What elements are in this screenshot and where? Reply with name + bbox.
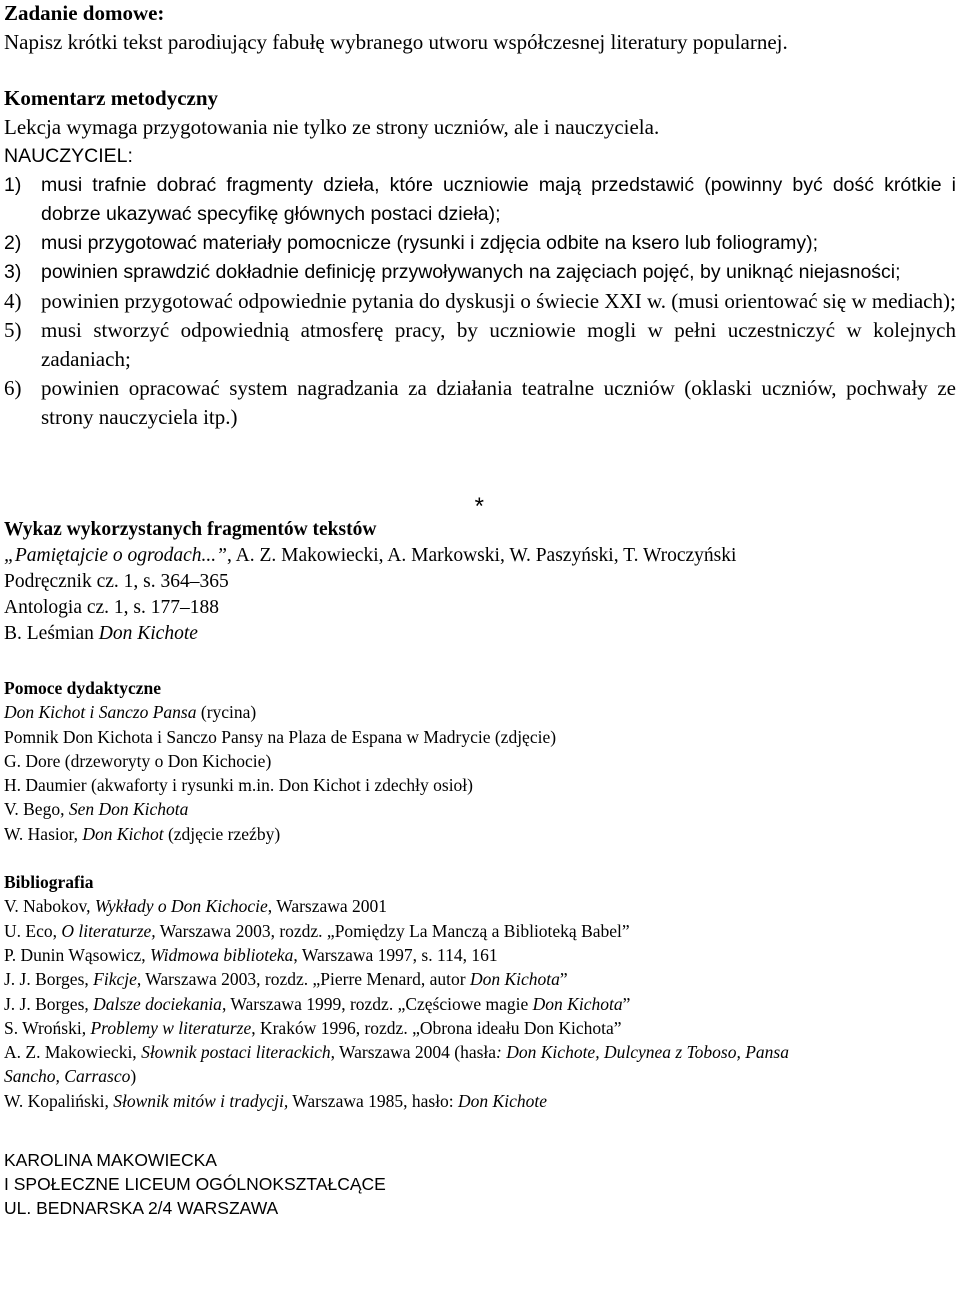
list-item-number: 2) xyxy=(4,232,22,254)
bibliography-entry-continued: Sancho, Carrasco) xyxy=(4,1066,137,1087)
list-item xyxy=(4,287,956,316)
list-item xyxy=(4,229,956,258)
footer-address: UL. BEDNARSKA 2/4 WARSZAWA xyxy=(4,1198,279,1219)
list-item xyxy=(4,374,956,432)
aids-line: G. Dore (drzeworyty o Don Kichocie) xyxy=(4,750,272,771)
bibliography-entry: J. J. Borges, Fikcje, Warszawa 2003, rozdz. „Pierre Menard, autor Don Kichota” xyxy=(4,969,568,990)
list-item-number: 3) xyxy=(4,261,22,283)
fragments-line: Podręcznik cz. 1, s. 364–365 xyxy=(4,571,229,592)
bibliography-heading: Bibliografia xyxy=(4,872,94,893)
aids-line: W. Hasior, Don Kichot (zdjęcie rzeźby) xyxy=(4,823,281,844)
list-item-text: musi stworzyć odpowiednią atmosferę pracy, by uczniowie mogli w pełni uczestniczyć w kolejnych zadaniach; xyxy=(41,318,956,371)
bibliography-entry: P. Dunin Wąsowicz, Widmowa biblioteka, Warszawa 1997, s. 114, 161 xyxy=(4,944,498,965)
list-item-text: musi przygotować materiały pomocnicze (rysunki i zdjęcia odbite na ksero lub foliogramy); xyxy=(41,232,819,254)
list-item-number: 4) xyxy=(4,289,22,313)
fragments-line: „Pamiętajcie o ogrodach...”, A. Z. Makowiecki, A. Markowski, W. Paszyński, T. Wroczyński xyxy=(4,545,737,566)
list-item-number: 1) xyxy=(4,174,22,196)
list-item xyxy=(4,258,956,287)
aids-line: H. Daumier (akwaforty i rysunki m.in. Don Kichot i zdechły osioł) xyxy=(4,775,473,796)
aids-line: V. Bego, Sen Don Kichota xyxy=(4,799,189,820)
fragments-line: Antologia cz. 1, s. 177–188 xyxy=(4,597,220,618)
list-item-text: powinien przygotować odpowiednie pytania do dyskusji o świecie XXI w. (musi orientować się w mediach); xyxy=(41,289,956,313)
section-separator: * xyxy=(474,493,484,520)
author-footer xyxy=(4,1148,956,1220)
document-page xyxy=(4,0,956,1220)
list-item-text: musi trafnie dobrać fragmenty dzieła, które uczniowie mają przedstawić (powinny być dość krótkie i dobrze ukazywać specyfikę głównych postaci dzieła); xyxy=(41,174,956,225)
aids-line: Pomnik Don Kichota i Sanczo Pansy na Plaza de Espana w Madrycie (zdjęcie) xyxy=(4,726,557,747)
commentary-heading: Komentarz metodyczny xyxy=(4,86,219,110)
fragment-title: „Pamiętajcie o ogrodach...” xyxy=(4,545,227,566)
teacher-label: NAUCZYCIEL: xyxy=(4,145,133,167)
fragments-line: B. Leśmian Don Kichote xyxy=(4,623,198,644)
aids-heading: Pomoce dydaktyczne xyxy=(4,678,161,698)
bibliography-entry: U. Eco, O literaturze, Warszawa 2003, rozdz. „Pomiędzy La Manczą a Biblioteką Babel” xyxy=(4,920,630,941)
bibliography-entry: S. Wroński, Problemy w literaturze, Kraków 1996, rozdz. „Obrona ideału Don Kichota” xyxy=(4,1017,622,1038)
bibliography-entry: V. Nabokov, Wykłady o Don Kichocie, Warszawa 2001 xyxy=(4,896,388,917)
list-item-number: 6) xyxy=(4,376,22,400)
homework-text: Napisz krótki tekst parodiujący fabułę wybranego utworu współczesnej literatury popularnej. xyxy=(4,30,788,54)
list-item xyxy=(4,171,956,229)
commentary-intro: Lekcja wymaga przygotowania nie tylko ze strony uczniów, ale i nauczyciela. xyxy=(4,115,660,139)
list-item-number: 5) xyxy=(4,318,22,342)
fragments-heading: Wykaz wykorzystanych fragmentów tekstów xyxy=(4,519,377,540)
homework-heading: Zadanie domowe: xyxy=(4,1,165,25)
bibliography-entry: J. J. Borges, Dalsze dociekania, Warszawa 1999, rozdz. „Częściowe magie Don Kichota” xyxy=(4,993,631,1014)
aids-line: Don Kichot i Sanczo Pansa (rycina) xyxy=(4,702,257,723)
bibliography-entry: W. Kopaliński, Słownik mitów i tradycji, Warszawa 1985, hasło: Don Kichote xyxy=(4,1090,547,1111)
bibliography-entry: A. Z. Makowiecki, Słownik postaci literackich, Warszawa 2004 (hasła: Don Kichote, Dulcynea z Toboso, Pansa xyxy=(4,1042,789,1063)
teacher-task-list xyxy=(4,171,956,432)
list-item-text: powinien sprawdzić dokładnie definicję przywoływanych na zajęciach pojęć, by uniknąć niejasności; xyxy=(41,261,901,283)
list-item xyxy=(4,316,956,374)
list-item-text: powinien opracować system nagradzania za działania teatralne uczniów (oklaski uczniów, pochwały ze strony nauczyciela itp.) xyxy=(41,376,956,429)
footer-author: KAROLINA MAKOWIECKA xyxy=(4,1150,217,1171)
footer-school: I SPOŁECZNE LICEUM OGÓLNOKSZTAŁCĄCE xyxy=(4,1174,386,1195)
